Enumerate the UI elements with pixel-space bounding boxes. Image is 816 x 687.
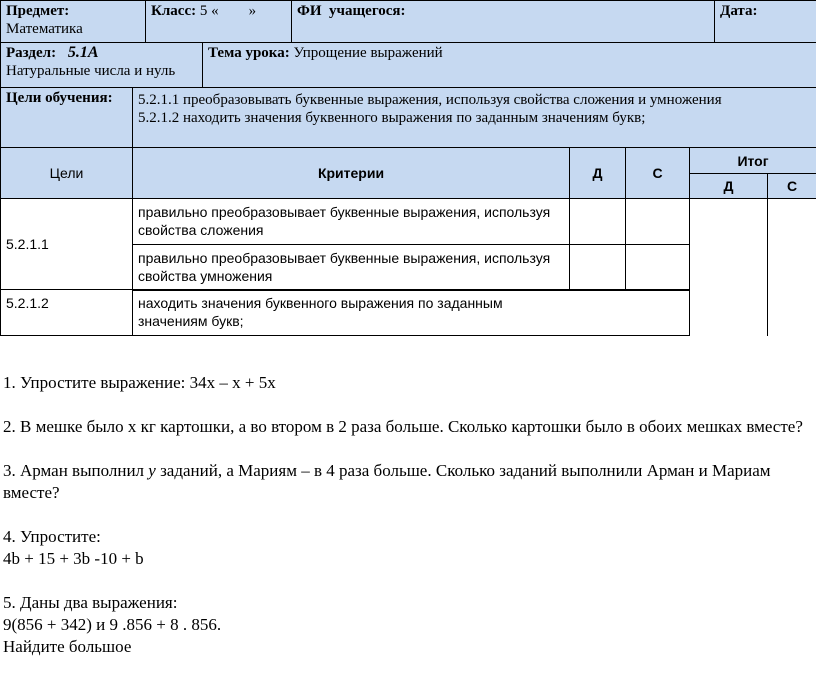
tasks-section: [3, 372, 813, 680]
total-d-cell[interactable]: [689, 198, 768, 336]
variable-y: y: [148, 461, 156, 480]
d-mark-cell[interactable]: [569, 244, 626, 290]
goals-label: Цели обучения:: [6, 90, 113, 106]
criteria-cell: правильно преобразовывает буквенные выражения, используя свойства умножения: [132, 244, 570, 290]
section-cell: [0, 42, 203, 88]
task-4: 4. Упростите: 4b + 15 + 3b -10 + b: [3, 526, 813, 570]
col-total-header: Итог: [689, 147, 816, 174]
task-2: 2. В мешке было x кг картошки, а во втором в 2 раза больше. Сколько картошки было в обоих мешках вместе?: [3, 417, 803, 436]
c-mark-cell[interactable]: [625, 244, 690, 290]
section-label: Раздел:: [6, 45, 57, 61]
date-cell: [714, 0, 816, 43]
task-3: 3. Арман выполнил y заданий, а Мариям – в 4 раза больше. Сколько заданий выполнили Арман и Мариам вместе?: [3, 461, 771, 502]
d-mark-cell[interactable]: [569, 198, 626, 245]
goals-cell: [132, 87, 816, 148]
task-1: 1. Упростите выражение: 34x – x + 5x: [3, 373, 276, 392]
col-d-header: Д: [569, 147, 626, 199]
criteria-cell: находить значения буквенного выражения по заданным значениям букв;: [132, 289, 690, 336]
col-total-c-header: С: [767, 173, 816, 199]
total-c-cell[interactable]: [767, 198, 816, 336]
col-c-header: С: [625, 147, 690, 199]
goal-line: 5.2.1.2 находить значения буквенного выражения по заданным значениям букв;: [138, 110, 646, 126]
c-mark-cell[interactable]: [625, 198, 690, 245]
student-label: ФИ учащегося:: [297, 3, 406, 19]
student-name-cell: [291, 0, 715, 43]
task-4-expression: 4b + 15 + 3b -10 + b: [3, 549, 144, 568]
subject-value: Математика: [6, 21, 83, 37]
col-goals-header: Цели: [0, 147, 133, 199]
class-label: Класс:: [151, 3, 197, 19]
goal-cell: 5.2.1.2: [0, 289, 133, 336]
subject-label: Предмет:: [6, 3, 70, 19]
task-5: 5. Даны два выражения: 9(856 + 342) и 9 .856 + 8 . 856. Найдите большое: [3, 592, 813, 658]
date-label: Дата:: [720, 3, 758, 19]
goals-label-cell: [0, 87, 133, 148]
task-5-question: Найдите большое: [3, 637, 132, 656]
topic-label: Тема урока:: [208, 45, 290, 61]
topic-value: Упрощение выражений: [293, 45, 443, 61]
goal-cell: 5.2.1.1: [0, 198, 133, 290]
criteria-cell: правильно преобразовывает буквенные выражения, используя свойства сложения: [132, 198, 570, 245]
topic-cell: [202, 42, 816, 88]
row-divider: [132, 289, 690, 291]
section-code: 5.1А: [67, 44, 99, 61]
class-cell: [145, 0, 292, 43]
goal-line: 5.2.1.1 преобразовывать буквенные выражения, используя свойства сложения и умножения: [138, 92, 722, 108]
subject-cell: [0, 0, 146, 43]
col-total-d-header: Д: [689, 173, 768, 199]
class-value: 5 « »: [199, 3, 257, 19]
section-value: Натуральные числа и нуль: [6, 63, 176, 79]
task-5-expressions: 9(856 + 342) и 9 .856 + 8 . 856.: [3, 615, 222, 634]
col-criteria-header: Критерии: [132, 147, 570, 199]
